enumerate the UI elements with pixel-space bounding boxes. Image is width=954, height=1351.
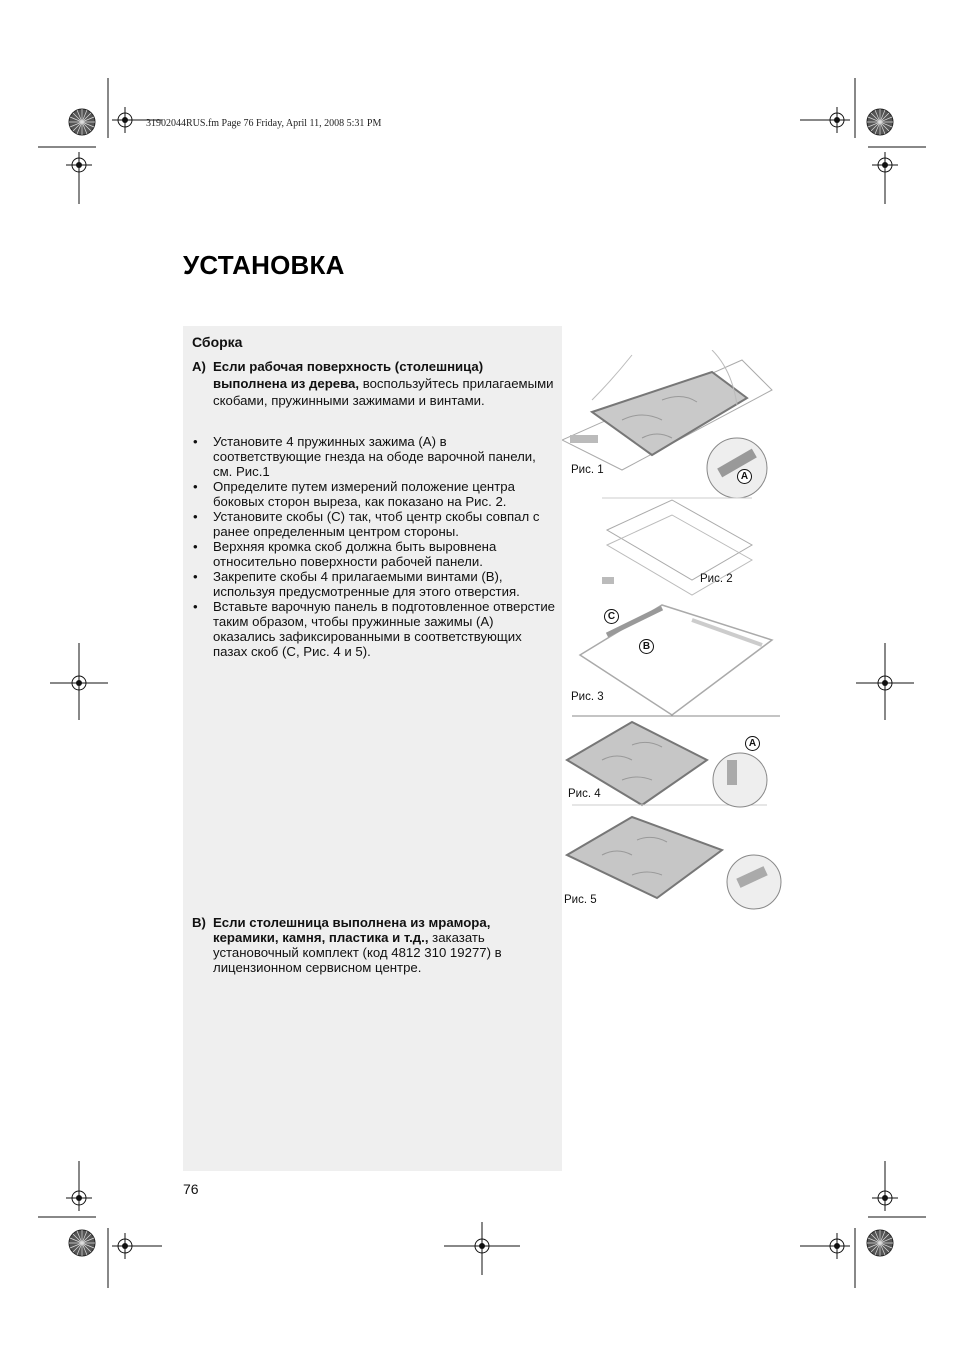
figure-5-label: Рис. 5: [564, 894, 597, 906]
list-item-text: Установите скобы (C) так, чтоб центр скобы совпал с ранее определенным центром стороны.: [213, 509, 540, 539]
figure-3-letter-b: B: [639, 639, 654, 654]
registration-mark-top-right: [824, 107, 850, 133]
paragraph-b: [192, 915, 557, 975]
section-title: Сборка: [192, 334, 243, 350]
registration-mark-bottom-left-upper: [66, 1185, 92, 1211]
starburst-mark-top-left: [69, 109, 95, 135]
paragraph-a-marker: A): [192, 359, 206, 374]
registration-mark-top-left-lower: [66, 152, 92, 178]
figure-5-illustration: [567, 817, 781, 909]
paragraph-a-rest: воспользуйтесь прилагаемыми скобами, пружинными зажимами и винтами.: [213, 376, 554, 408]
list-item-text: Определите путем измерений положение центра боковых сторон выреза, как показано на Рис. 2.: [213, 479, 515, 509]
figure-3-letter-c: C: [604, 609, 619, 624]
starburst-mark-bottom-left: [69, 1230, 95, 1256]
figure-3-label: Рис. 3: [571, 691, 604, 703]
figure-1-letter-a: A: [737, 469, 752, 484]
list-item: • Закрепите скобы 4 прилагаемыми винтами (B), используя предусмотренные для этого отверстия.: [193, 569, 520, 599]
list-item-text: Верхняя кромка скоб должна быть выровнена относительно поверхности рабочей панели.: [213, 539, 497, 569]
list-item: • Вставьте варочную панель в подготовленное отверстие таким образом, чтобы пружинные зажимы (A) оказались зафиксированными в соответствующих пазах скоб (C, Рис. 4 и 5).: [193, 599, 556, 659]
registration-mark-bottom-right: [824, 1233, 850, 1259]
installation-illustrations: [562, 350, 784, 915]
list-item: • Определите путем измерений положение центра боковых сторон выреза, как показано на Рис. 2.: [193, 479, 515, 509]
paragraph-a-text: [213, 358, 557, 409]
starburst-mark-bottom-right: [867, 1230, 893, 1256]
list-item-text: Установите 4 пружинных зажима (A) в соответствующие гнезда на ободе варочной панели, см. Рис.1: [213, 434, 536, 479]
registration-mark-bottom-right-upper: [872, 1185, 898, 1211]
paragraph-a-bold: Если рабочая поверхность (столешница) выполнена из дерева,: [213, 359, 484, 391]
list-item-text: Закрепите скобы 4 прилагаемыми винтами (B), используя предусмотренные для этого отверстия.: [213, 569, 520, 599]
figure-1-label: Рис. 1: [571, 464, 604, 476]
paragraph-b-text: [213, 915, 557, 975]
registration-mark-top-right-lower: [872, 152, 898, 178]
paragraph-a: [192, 358, 557, 409]
list-item: • Установите скобы (C) так, чтоб центр скобы совпал с ранее определенным центром стороны.: [193, 509, 540, 539]
registration-mark-bottom-left: [112, 1233, 138, 1259]
list-item: • Верхняя кромка скоб должна быть выровнена относительно поверхности рабочей панели.: [193, 539, 497, 569]
list-item: • Установите 4 пружинных зажима (A) в соответствующие гнезда на ободе варочной панели, см. Рис.1: [193, 434, 536, 479]
registration-mark-top-left: [112, 107, 138, 133]
page-title: УСТАНОВКА: [183, 250, 345, 280]
file-header-line: 31902044RUS.fm Page 76 Friday, April 11, 2008 5:31 PM: [146, 118, 382, 129]
paragraph-b-marker: B): [192, 915, 206, 930]
paragraph-b-rest: заказать установочный комплект (код 4812 310 19277) в лицензионном сервисном центре.: [213, 930, 502, 975]
figure-2-label: Рис. 2: [700, 573, 733, 585]
list-item-text: Вставьте варочную панель в подготовленное отверстие таким образом, чтобы пружинные зажимы (A) оказались зафиксированными в соответствующих пазах скоб (C, Рис. 4 и 5).: [213, 599, 556, 659]
paragraph-b-bold: Если столешница выполнена из мрамора, керамики, камня, пластика и т.д.,: [213, 915, 491, 945]
page-number: 76: [183, 1181, 199, 1197]
starburst-mark-top-right: [867, 109, 893, 135]
figure-4-label: Рис. 4: [568, 788, 601, 800]
instruction-list: [192, 434, 557, 659]
figure-4-letter-a: A: [745, 736, 760, 751]
